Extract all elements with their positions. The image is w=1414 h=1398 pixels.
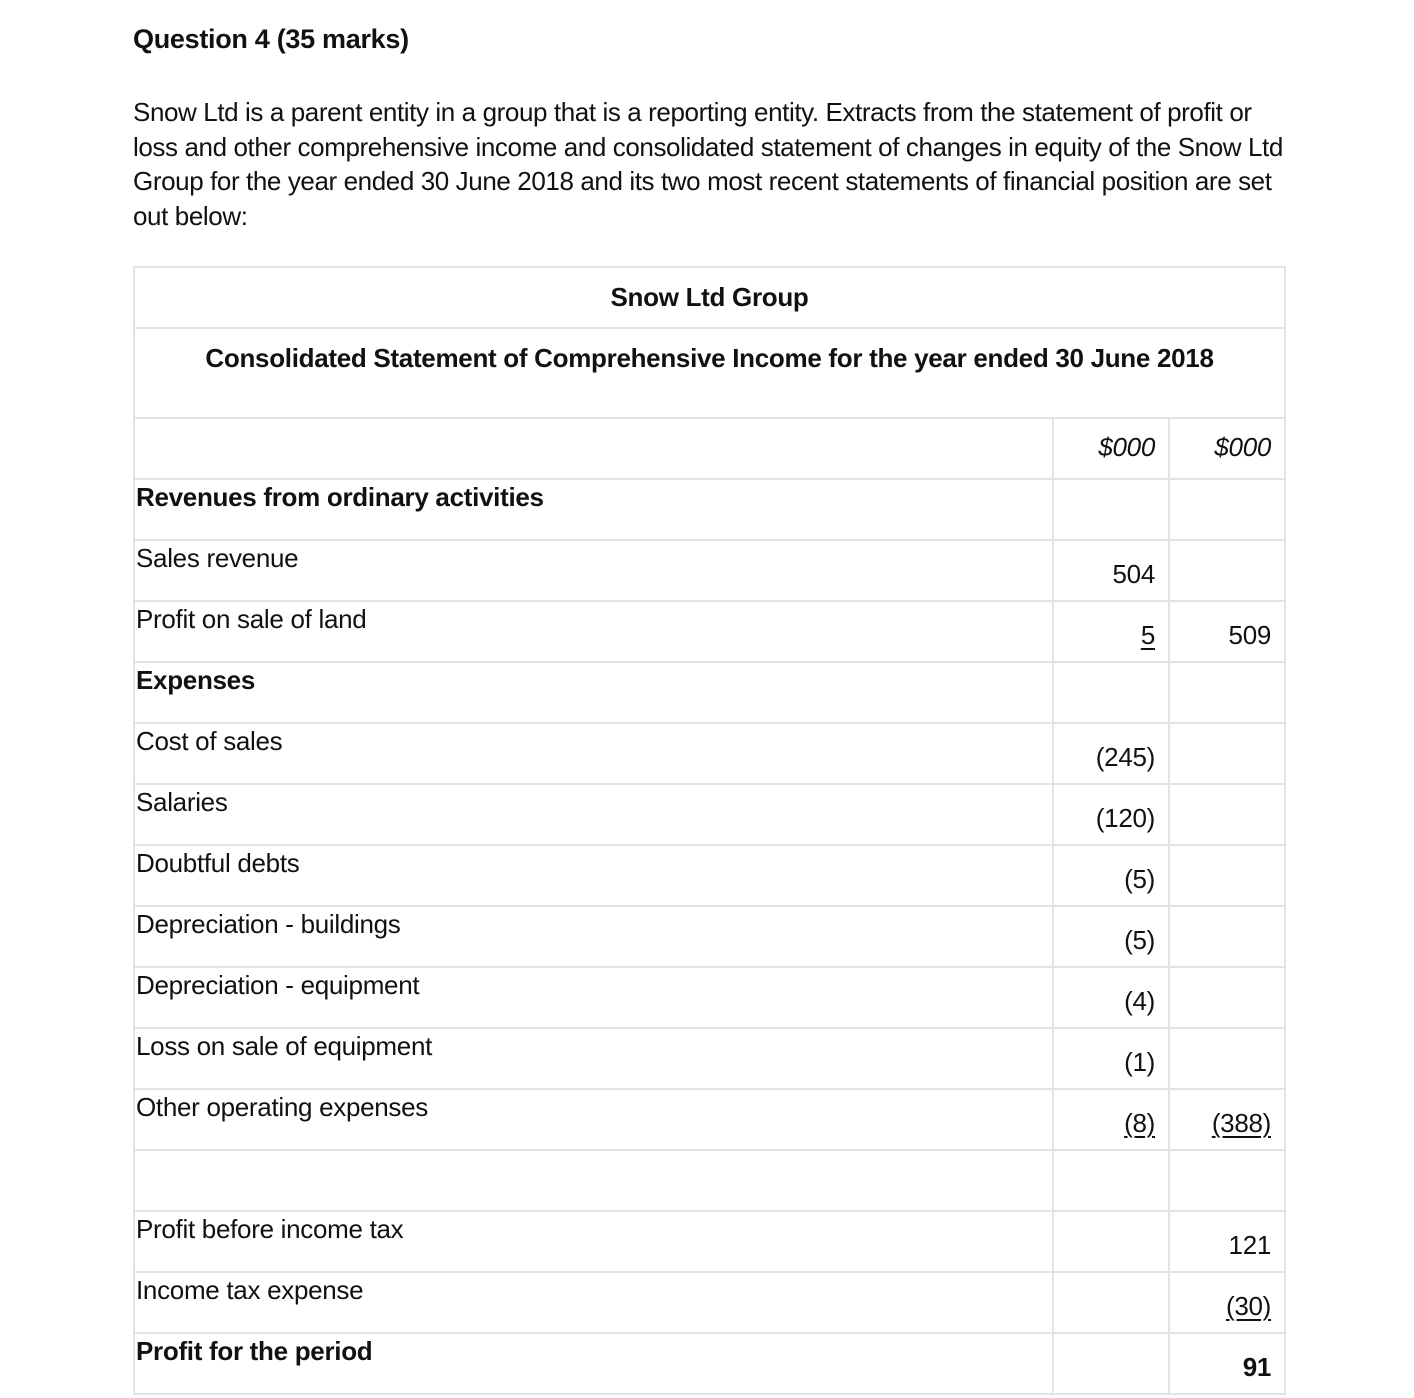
entity-name: Snow Ltd Group (134, 267, 1285, 328)
column-header-unit: $000 (1053, 418, 1169, 479)
amount-col1 (1053, 1272, 1169, 1333)
amount-col2 (1169, 662, 1285, 723)
amount-col2 (1169, 723, 1285, 784)
row-label: Depreciation - equipment (134, 967, 1053, 1028)
amount-col1: (245) (1053, 723, 1169, 784)
column-header-row (134, 418, 1285, 479)
row-label (134, 1150, 1053, 1211)
amount-col1 (1053, 1333, 1169, 1394)
amount-col2 (1169, 1150, 1285, 1211)
row-label: Profit on sale of land (134, 601, 1053, 662)
statement-title: Consolidated Statement of Comprehensive Income for the year ended 30 June 2018 (134, 328, 1285, 418)
amount-col2: (388) (1169, 1089, 1285, 1150)
amount-col2 (1169, 540, 1285, 601)
table-row (134, 601, 1285, 662)
amount-col2: 91 (1169, 1333, 1285, 1394)
amount-col1: 5 (1053, 601, 1169, 662)
row-label: Other operating expenses (134, 1089, 1053, 1150)
row-label: Expenses (134, 662, 1053, 723)
amount-col2 (1169, 479, 1285, 540)
amount-col2: 509 (1169, 601, 1285, 662)
amount-col2: (30) (1169, 1272, 1285, 1333)
table-row (134, 1211, 1285, 1272)
column-header-unit: $000 (1169, 418, 1285, 479)
entity-header-row (134, 267, 1285, 328)
amount-col1 (1053, 1211, 1169, 1272)
question-title: Question 4 (35 marks) (133, 24, 409, 54)
row-label: Depreciation - buildings (134, 906, 1053, 967)
row-label: Cost of sales (134, 723, 1053, 784)
row-label: Profit before income tax (134, 1211, 1053, 1272)
amount-col1: (8) (1053, 1089, 1169, 1150)
income-statement-table (133, 266, 1286, 1395)
amount-col1: (120) (1053, 784, 1169, 845)
table-row (134, 479, 1285, 540)
row-label: Sales revenue (134, 540, 1053, 601)
row-label: Salaries (134, 784, 1053, 845)
table-row (134, 845, 1285, 906)
amount-col1: (1) (1053, 1028, 1169, 1089)
amount-col2 (1169, 1028, 1285, 1089)
table-row (134, 784, 1285, 845)
table-row (134, 723, 1285, 784)
amount-col1: 504 (1053, 540, 1169, 601)
row-label: Revenues from ordinary activities (134, 479, 1053, 540)
amount-col1 (1053, 479, 1169, 540)
amount-col2 (1169, 845, 1285, 906)
amount-col1: (5) (1053, 845, 1169, 906)
amount-col2 (1169, 906, 1285, 967)
amount-col1 (1053, 662, 1169, 723)
amount-col1 (1053, 1150, 1169, 1211)
table-row (134, 662, 1285, 723)
table-row (134, 1272, 1285, 1333)
table-row (134, 906, 1285, 967)
table-row (134, 967, 1285, 1028)
table-row (134, 1150, 1285, 1211)
table-row (134, 1089, 1285, 1150)
column-header-label (134, 418, 1053, 479)
amount-col1: (4) (1053, 967, 1169, 1028)
statement-title-row (134, 328, 1285, 418)
row-label: Income tax expense (134, 1272, 1053, 1333)
amount-col2 (1169, 967, 1285, 1028)
table-row (134, 540, 1285, 601)
row-label: Loss on sale of equipment (134, 1028, 1053, 1089)
question-intro: Snow Ltd is a parent entity in a group that is a reporting entity. Extracts from the statement of profit or loss and other comprehensive income and consolidated statement of changes in equity of the Snow Ltd Group for the year ended 30 June 2018 and its two most recent statements of financial position are set out below: (133, 97, 1283, 231)
table-row (134, 1333, 1285, 1394)
row-label: Profit for the period (134, 1333, 1053, 1394)
table-row (134, 1028, 1285, 1089)
amount-col2 (1169, 784, 1285, 845)
amount-col2: 121 (1169, 1211, 1285, 1272)
row-label: Doubtful debts (134, 845, 1053, 906)
amount-col1: (5) (1053, 906, 1169, 967)
